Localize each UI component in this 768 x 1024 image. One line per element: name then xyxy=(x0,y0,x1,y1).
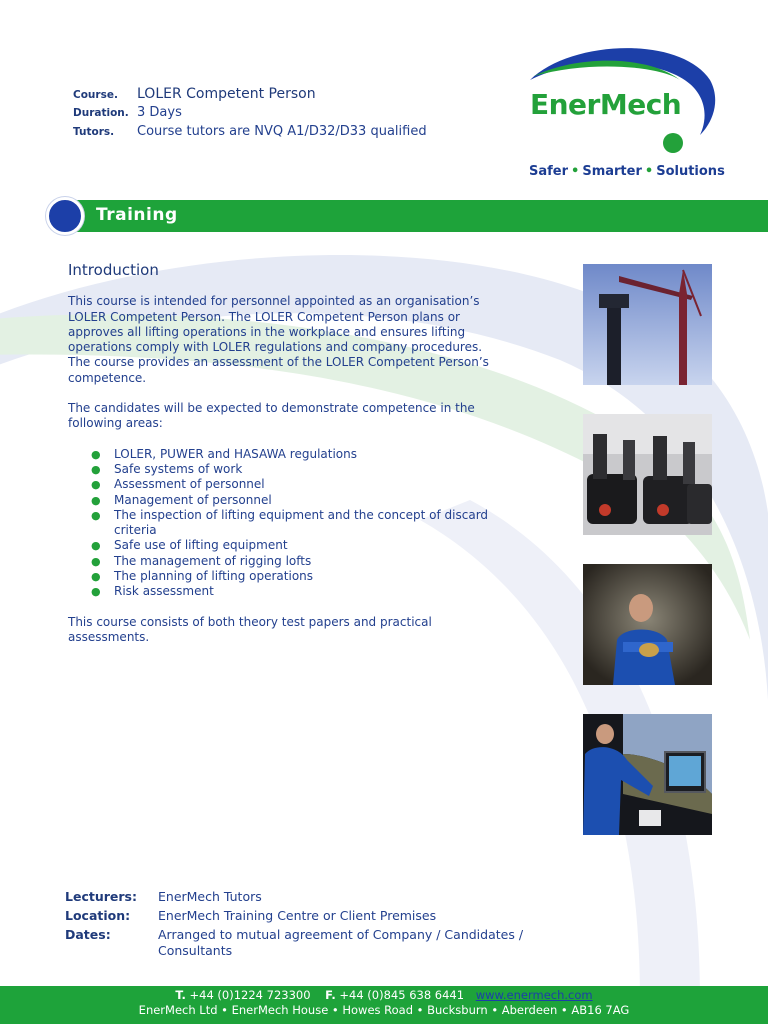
course-row xyxy=(73,86,427,105)
list-item-text: Management of personnel xyxy=(114,492,272,507)
course-details xyxy=(65,889,528,962)
course-info xyxy=(73,86,427,143)
phone-number: +44 (0)1224 723300 xyxy=(189,988,311,1002)
list-item-text: Assessment of personnel xyxy=(114,477,265,492)
list-item xyxy=(91,538,493,553)
footer-bar xyxy=(0,986,768,1024)
bullet-icon: ● xyxy=(91,493,101,507)
list-item xyxy=(91,553,493,569)
bullet-icon: ● xyxy=(91,447,101,461)
list-item xyxy=(91,446,493,462)
fax-number: +44 (0)845 638 6441 xyxy=(339,988,465,1002)
list-item-text: Safe use of lifting equipment xyxy=(114,538,288,553)
list-item-text: The planning of lifting operations xyxy=(114,569,314,584)
simulator-photo xyxy=(583,714,712,835)
bullet-icon: ● xyxy=(91,585,101,599)
list-item-text: LOLER, PUWER and HASAWA regulations xyxy=(114,446,358,461)
list-item xyxy=(91,461,493,477)
address-line: EnerMech Ltd • EnerMech House • Howes Road • Bucksburn • Aberdeen • AB16 7AG xyxy=(138,1003,630,1017)
tagline-safer: Safer xyxy=(529,164,569,179)
dates-label: Dates: xyxy=(65,927,111,942)
bullet-icon: ● xyxy=(91,478,101,492)
introduction-section xyxy=(68,263,493,660)
fax-label: F. xyxy=(325,988,336,1002)
location-value: EnerMech Training Centre or Client Premises xyxy=(158,908,437,923)
location-row xyxy=(65,908,528,924)
crane-photo xyxy=(583,264,712,385)
section-title: Training xyxy=(96,205,178,225)
bullet-icon: ● xyxy=(91,508,101,522)
tutors-value: Course tutors are NVQ A1/D32/D33 qualified xyxy=(137,124,427,139)
training-band xyxy=(60,200,768,232)
list-item xyxy=(91,569,493,584)
tagline-smarter: Smarter xyxy=(582,164,642,179)
lecturers-value: EnerMech Tutors xyxy=(158,889,262,904)
logo-tagline xyxy=(529,164,725,179)
duration-row xyxy=(73,105,427,124)
tutors-row xyxy=(73,124,427,143)
course-title: LOLER Competent Person xyxy=(137,86,316,102)
bullet-icon: ● xyxy=(91,539,101,553)
list-item xyxy=(91,477,493,492)
phone-label: T. xyxy=(175,988,186,1002)
bullet-icon: ● xyxy=(91,462,101,476)
list-item-text: The management of rigging lofts xyxy=(114,553,312,568)
intro-paragraph-2: The candidates will be expected to demonstrate competence in the following areas: xyxy=(68,401,475,431)
duration-label: Duration. xyxy=(73,107,129,119)
lecturers-label: Lecturers: xyxy=(65,889,137,904)
competence-list xyxy=(68,447,493,600)
list-item xyxy=(91,492,493,508)
worker-photo xyxy=(583,564,712,685)
band-circle-icon xyxy=(46,197,84,235)
tutors-label: Tutors. xyxy=(73,126,115,138)
list-item-text: Safe systems of work xyxy=(114,461,243,476)
logo-wordmark: EnerMech xyxy=(530,88,682,121)
list-item xyxy=(91,584,493,599)
intro-paragraph-1: This course is intended for personnel appointed as an organisation’s LOLER Competent Person. The LOLER Competent Person plans or approves all lifting operations in the workplace and ensures lifting operations comply with LOLER regulations and company procedures. The course provides an assessment of the LOLER Competent Person’s competence. xyxy=(68,294,489,385)
dates-value: Arranged to mutual agreement of Company / Candidates / Consultants xyxy=(158,927,524,958)
contact-line xyxy=(0,988,768,1002)
bullet-icon: ● xyxy=(91,570,101,584)
list-item xyxy=(91,507,493,539)
tagline-dot: • xyxy=(571,164,580,179)
list-item-text: The inspection of lifting equipment and the concept of discard criteria xyxy=(114,507,489,538)
bullet-icon: ● xyxy=(91,554,101,568)
list-item-text: Risk assessment xyxy=(114,584,214,599)
tagline-dot: • xyxy=(644,164,654,179)
equipment-photo xyxy=(583,414,712,535)
lecturers-row xyxy=(65,889,528,905)
intro-heading: Introduction xyxy=(68,261,159,279)
course-label: Course. xyxy=(73,89,118,101)
duration-value: 3 Days xyxy=(137,105,182,120)
location-label: Location: xyxy=(65,908,131,923)
dates-row xyxy=(65,927,528,959)
tagline-solutions: Solutions xyxy=(656,164,725,179)
intro-paragraph-3: This course consists of both theory test papers and practical assessments. xyxy=(68,614,432,644)
website-link[interactable]: www.enermech.com xyxy=(475,988,593,1002)
enermech-logo xyxy=(520,40,732,185)
